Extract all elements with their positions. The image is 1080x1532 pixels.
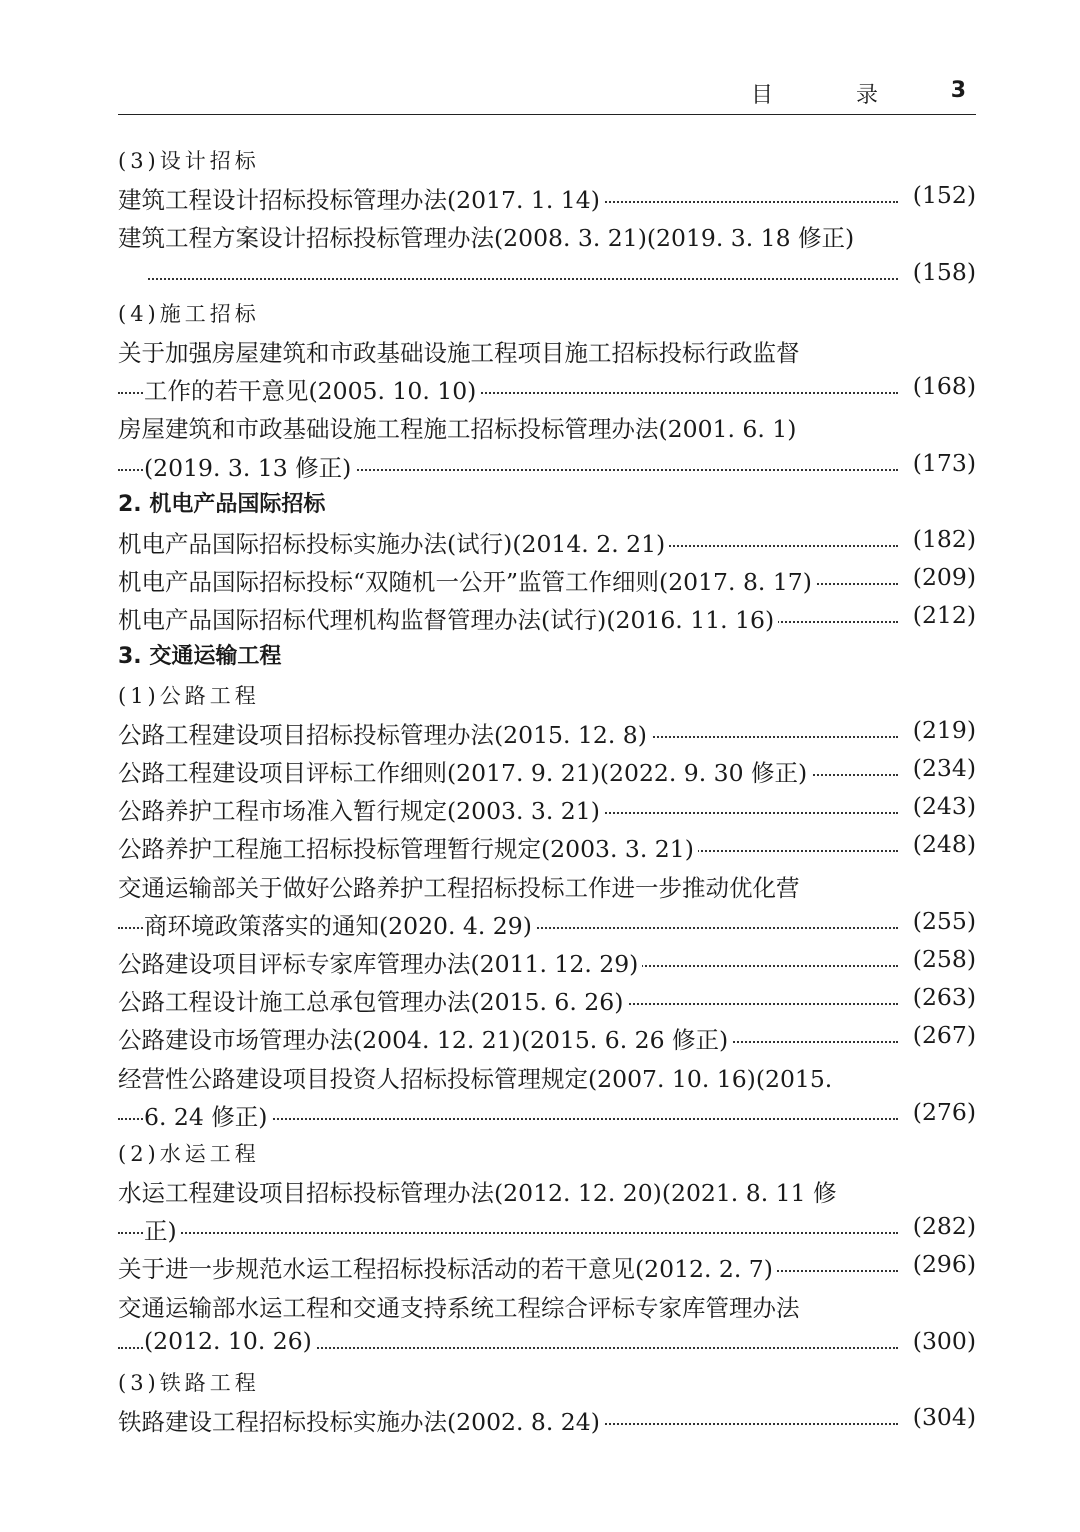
toc-entry-title: 关于加强房屋建筑和市政基础设施工程项目施工招标投标行政监督: [118, 334, 804, 368]
toc-entry-title: (2012. 10. 26): [144, 1327, 316, 1355]
toc-entry: [118, 1246, 976, 1284]
toc-page-number: (282): [912, 1212, 976, 1241]
leader-dots: [118, 1232, 898, 1234]
toc-entry-title: 6. 24 修正): [144, 1098, 271, 1132]
toc-section-heading: [118, 1132, 976, 1170]
toc-entry: [118, 979, 976, 1017]
toc-entry-title: 正): [144, 1212, 181, 1246]
toc-page-number: (234): [912, 754, 976, 782]
toc-entry: [118, 215, 976, 253]
page-number: 3: [950, 78, 966, 103]
toc-entry: [118, 750, 976, 788]
toc-entry: [118, 254, 976, 292]
toc-page-number: (209): [912, 563, 976, 592]
toc-page-number: (300): [912, 1326, 976, 1355]
toc-page-number: (219): [912, 715, 976, 744]
toc-entry: [118, 1170, 976, 1208]
toc-entry-title: 铁路建设工程招标投标实施办法(2002. 8. 24): [118, 1403, 604, 1437]
toc-entry-title: 3. 交通运输工程: [118, 639, 285, 670]
toc-entry-title: (2)水运工程: [118, 1138, 264, 1168]
toc-section-heading: [118, 674, 976, 712]
toc-entry-title: 房屋建筑和市政基础设施工程施工招标投标管理办法(2001. 6. 1): [118, 410, 800, 444]
toc-entry-title: 建筑工程方案设计招标投标管理办法(2008. 3. 21)(2019. 3. 18 修正): [118, 219, 858, 253]
toc-entry-title: (3)设计招标: [118, 145, 264, 175]
toc-entry-title: 机电产品国际招标代理机构监督管理办法(试行)(2016. 11. 16): [118, 601, 778, 635]
toc-entry: [118, 330, 976, 368]
toc-entry: [118, 1056, 976, 1094]
toc-entry-title: (2019. 3. 13 修正): [144, 449, 355, 483]
toc-entry-title: (3)铁路工程: [118, 1367, 264, 1397]
toc-page-number: (276): [912, 1097, 976, 1126]
toc-entry: [118, 1399, 976, 1437]
toc-entry-title: 工作的若干意见(2005. 10. 10): [144, 372, 480, 406]
toc-page-number: (255): [912, 906, 976, 935]
toc-entry: [118, 903, 976, 941]
toc-entry-title: 公路工程建设项目评标工作细则(2017. 9. 21)(2022. 9. 30 修正): [118, 754, 811, 788]
toc-entry-title: 交通运输部关于做好公路养护工程招标投标工作进一步推动优化营: [118, 869, 804, 903]
toc-entry: [118, 826, 976, 864]
toc-entry: [118, 1285, 976, 1323]
toc-page-number: (296): [912, 1250, 976, 1279]
toc-section-heading: [118, 635, 976, 673]
toc-entry: [118, 1094, 976, 1132]
toc-page-number: (258): [912, 944, 976, 973]
toc-entry: [118, 1208, 976, 1246]
toc-entry: [118, 1017, 976, 1055]
toc-entry-title: (4)施工招标: [118, 298, 264, 328]
toc-section-heading: [118, 483, 976, 521]
toc-entry: [118, 368, 976, 406]
toc-entry: [118, 712, 976, 750]
toc-page-number: (263): [912, 983, 976, 1012]
toc-section-heading: [118, 139, 976, 177]
toc-entry-title: 商环境政策落实的通知(2020. 4. 29): [144, 907, 536, 941]
toc-page-number: (182): [912, 524, 976, 553]
toc-entry-title: 公路建设项目评标专家库管理办法(2011. 12. 29): [118, 945, 642, 979]
toc-entry-title: 交通运输部水运工程和交通支持系统工程综合评标专家库管理办法: [118, 1289, 804, 1323]
toc-entry-title: 关于进一步规范水运工程招标投标活动的若干意见(2012. 2. 7): [118, 1250, 777, 1284]
toc-entry-title: (1)公路工程: [118, 680, 264, 710]
toc-entry-title: 机电产品国际招标投标实施办法(试行)(2014. 2. 21): [118, 525, 669, 559]
toc-entry-title: 公路养护工程市场准入暂行规定(2003. 3. 21): [118, 792, 604, 826]
toc-page-number: (212): [912, 601, 976, 630]
toc-entry-title: 机电产品国际招标投标“双随机一公开”监管工作细则(2017. 8. 17): [118, 563, 816, 597]
toc-page-number: (248): [912, 830, 976, 859]
toc-entry-title: 公路建设市场管理办法(2004. 12. 21)(2015. 6. 26 修正): [118, 1021, 732, 1055]
toc-entry: [118, 597, 976, 635]
toc-section-heading: [118, 292, 976, 330]
toc-page-number: (152): [912, 181, 976, 210]
toc-page-number: (243): [912, 792, 976, 821]
toc-entry: [118, 559, 976, 597]
toc-entry-title: 建筑工程设计招标投标管理办法(2017. 1. 14): [118, 181, 604, 215]
table-of-contents: [118, 139, 976, 1437]
running-header: [118, 68, 976, 115]
toc-section-heading: [118, 1361, 976, 1399]
toc-page-number: (304): [912, 1403, 976, 1432]
toc-entry: [118, 941, 976, 979]
toc-entry-title: 水运工程建设项目招标投标管理办法(2012. 12. 20)(2021. 8. 11 修: [118, 1174, 841, 1208]
toc-entry: [118, 445, 976, 483]
toc-entry-title: 公路养护工程施工招标投标管理暂行规定(2003. 3. 21): [118, 830, 698, 864]
toc-entry-title: 公路工程设计施工总承包管理办法(2015. 6. 26): [118, 983, 627, 1017]
toc-entry-title: 2. 机电产品国际招标: [118, 487, 329, 518]
toc-page-number: (173): [912, 448, 976, 477]
toc-entry-title: 经营性公路建设项目投资人招标投标管理规定(2007. 10. 16)(2015.: [118, 1060, 836, 1094]
toc-entry: [118, 788, 976, 826]
toc-entry: [118, 1323, 976, 1361]
header-title: 目 录: [751, 83, 916, 108]
toc-entry-title: 公路工程建设项目招标投标管理办法(2015. 12. 8): [118, 716, 651, 750]
toc-entry: [118, 177, 976, 215]
toc-entry: [118, 521, 976, 559]
toc-entry: [118, 406, 976, 444]
toc-page-number: (168): [912, 372, 976, 401]
toc-entry: [118, 865, 976, 903]
toc-page-number: (267): [912, 1021, 976, 1050]
toc-page-number: (158): [912, 257, 976, 286]
leader-dots: [148, 278, 898, 280]
